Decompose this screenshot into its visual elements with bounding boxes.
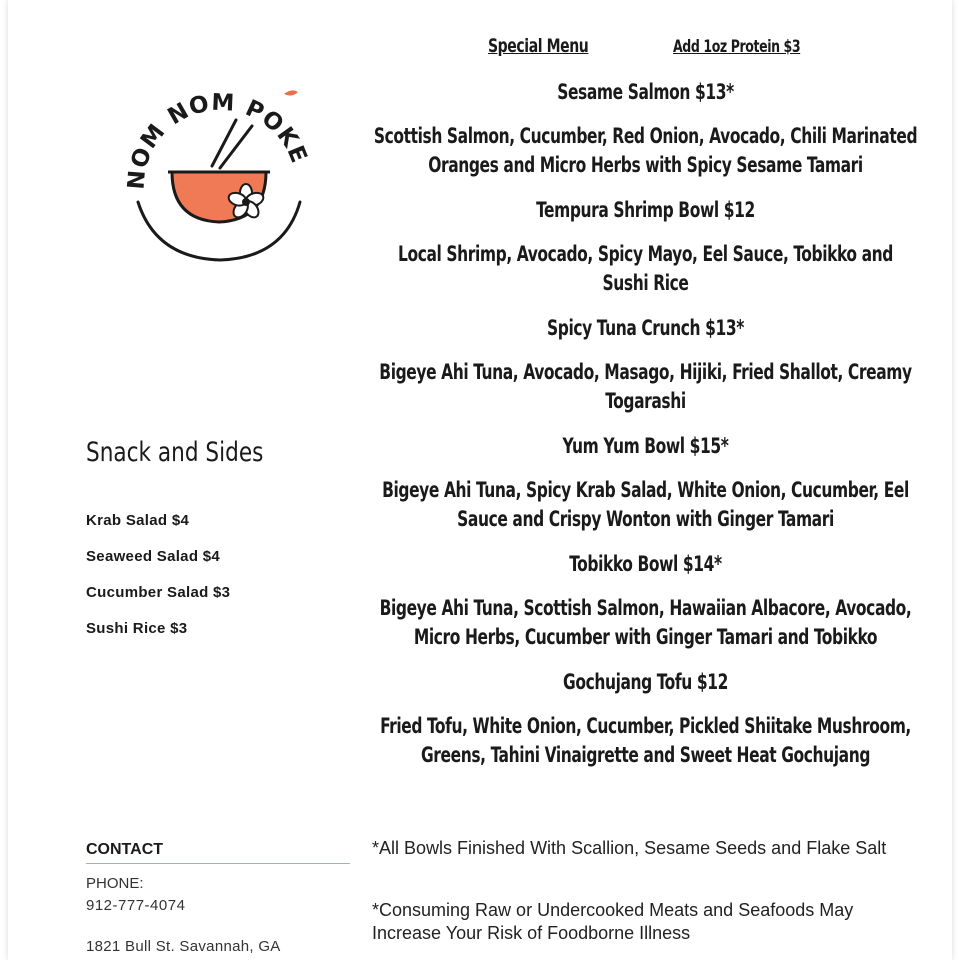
snack-item: Sushi Rice $3 <box>86 620 188 637</box>
snack-item: Krab Salad $4 <box>86 512 190 529</box>
menu-item-name: Gochujang Tofu $12 <box>563 670 728 694</box>
contact-divider <box>86 863 350 864</box>
menu-item-description: Bigeye Ahi Tuna, Scottish Salmon, Hawaiian Albacore, Avocado, Micro Herbs, Cucumber with Ginger Tamari and Tobikko <box>379 596 912 649</box>
address: 1821 Bull St. Savannah, GA <box>86 938 281 955</box>
menu-item-name: Yum Yum Bowl $15* <box>562 434 729 458</box>
menu-item-name: Tobikko Bowl $14* <box>569 552 722 576</box>
menu-item-description: Scottish Salmon, Cucumber, Red Onion, Avocado, Chili Marinated Oranges and Micro Herbs with Spicy Sesame Tamari <box>373 124 918 177</box>
menu-item-description: Local Shrimp, Avocado, Spicy Mayo, Eel Sauce, Tobikko and Sushi Rice <box>398 242 893 295</box>
leaf-icon <box>284 90 298 95</box>
menu-page <box>8 0 952 960</box>
menu-item-description: Fried Tofu, White Onion, Cucumber, Pickled Shiitake Mushroom, Greens, Tahini Vinaigrette and Sweet Heat Gochujang <box>380 714 911 767</box>
chopstick-icon <box>212 120 236 166</box>
special-menu-list <box>373 77 918 785</box>
bowls-footnote: *All Bowls Finished With Scallion, Sesame Seeds and Flake Salt <box>372 838 887 858</box>
logo-arc-text: NOM NOM POKE SHOP <box>105 50 312 191</box>
logo-graphic <box>105 50 316 270</box>
chopstick-icon <box>220 126 252 168</box>
snacks-title: Snack and Sides <box>86 437 264 468</box>
phone-number: 912-777-4074 <box>86 897 186 914</box>
raw-food-warning: *Consuming Raw or Undercooked Meats and Seafoods May Increase Your Risk of Foodborne Illness <box>372 900 854 943</box>
menu-item-description: Bigeye Ahi Tuna, Avocado, Masago, Hijiki, Fried Shallot, Creamy Togarashi <box>379 360 912 413</box>
menu-item-name: Spicy Tuna Crunch $13* <box>547 316 744 340</box>
menu-item-description: Bigeye Ahi Tuna, Spicy Krab Salad, White Onion, Cucumber, Eel Sauce and Crispy Wonton with Ginger Tamari <box>382 478 909 531</box>
add-protein-note: Add 1oz Protein $3 <box>673 37 801 57</box>
snack-item: Seaweed Salad $4 <box>86 548 221 565</box>
svg-text:NOM NOM POKE SHOP <box>106 50 312 191</box>
contact-title: CONTACT <box>86 841 164 858</box>
menu-item-name: Tempura Shrimp Bowl $12 <box>536 198 755 222</box>
nom-nom-poke-shop-logo <box>105 50 316 270</box>
special-menu-title: Special Menu <box>488 35 589 57</box>
menu-item-name: Sesame Salmon $13* <box>557 80 734 104</box>
phone-label: PHONE: <box>86 875 144 892</box>
snack-item: Cucumber Salad $3 <box>86 584 231 601</box>
snacks-list <box>86 511 230 655</box>
